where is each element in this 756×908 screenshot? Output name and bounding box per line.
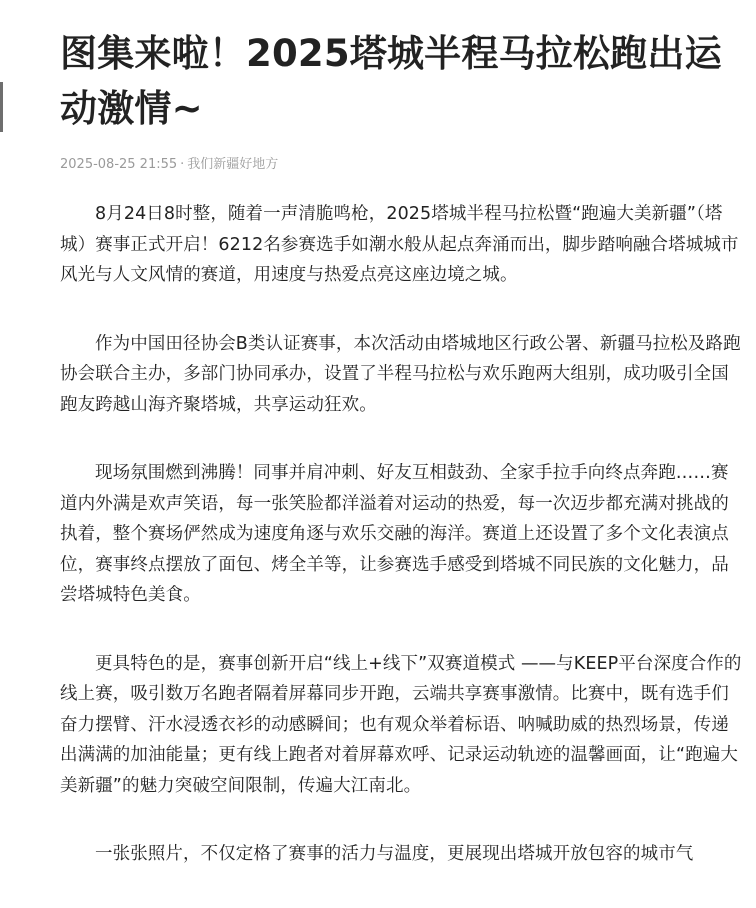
article-meta <box>60 155 742 175</box>
paragraph: 现场氛围燃到沸腾！同事并肩冲刺、好友互相鼓劲、全家手拉手向终点奔跑……赛道内外满是欢声笑语，每一张笑脸都洋溢着对运动的热爱，每一次迈步都充满对挑战的执着，整个赛场俨然成为速度角逐与欢乐交融的海洋。赛道上还设置了多个文化表演点位，赛事终点摆放了面包、烤全羊等，让参赛选手感受到塔城不同民族的文化魅力，品尝塔城特色美食。 <box>60 463 729 605</box>
paragraph: 作为中国田径协会B类认证赛事，本次活动由塔城地区行政公署、新疆马拉松及路跑协会联合主办，多部门协同承办，设置了半程马拉松与欢乐跑两大组别，成功吸引全国跑友跨越山海齐聚塔城，共享运动狂欢。 <box>60 333 741 415</box>
article-body <box>60 199 742 870</box>
paragraph: 一张张照片，不仅定格了赛事的活力与温度，更展现出塔城开放包容的城市气 <box>95 844 694 864</box>
page-edge-mark <box>0 82 3 132</box>
source-link[interactable]: 我们新疆好地方 <box>187 157 279 172</box>
article-title: 图集来啦！2025塔城半程马拉松跑出运动激情~ <box>60 32 722 130</box>
meta-separator: · <box>180 157 185 172</box>
article <box>60 26 742 908</box>
paragraph: 8月24日8时整，随着一声清脆鸣枪，2025塔城半程马拉松暨“跑遍大美新疆”（塔城）赛事正式开启！6212名参赛选手如潮水般从起点奔涌而出，脚步踏响融合塔城城市风光与人文风情的赛道，用速度与热爱点亮这座边境之城。 <box>60 204 739 285</box>
paragraph: 更具特色的是，赛事创新开启“线上+线下”双赛道模式 ——与KEEP平台深度合作的线上赛，吸引数万名跑者隔着屏幕同步开跑，云端共享赛事激情。比赛中，既有选手们奋力摆臂、汗水浸透衣衫的动感瞬间；也有观众举着标语、呐喊助威的热烈场景，传递出满满的加油能量；更有线上跑者对着屏幕欢呼、记录运动轨迹的温馨画面，让“跑遍大美新疆”的魅力突破空间限制，传遍大江南北。 <box>60 653 742 796</box>
publish-date: 2025-08-25 21:55 <box>60 157 178 172</box>
